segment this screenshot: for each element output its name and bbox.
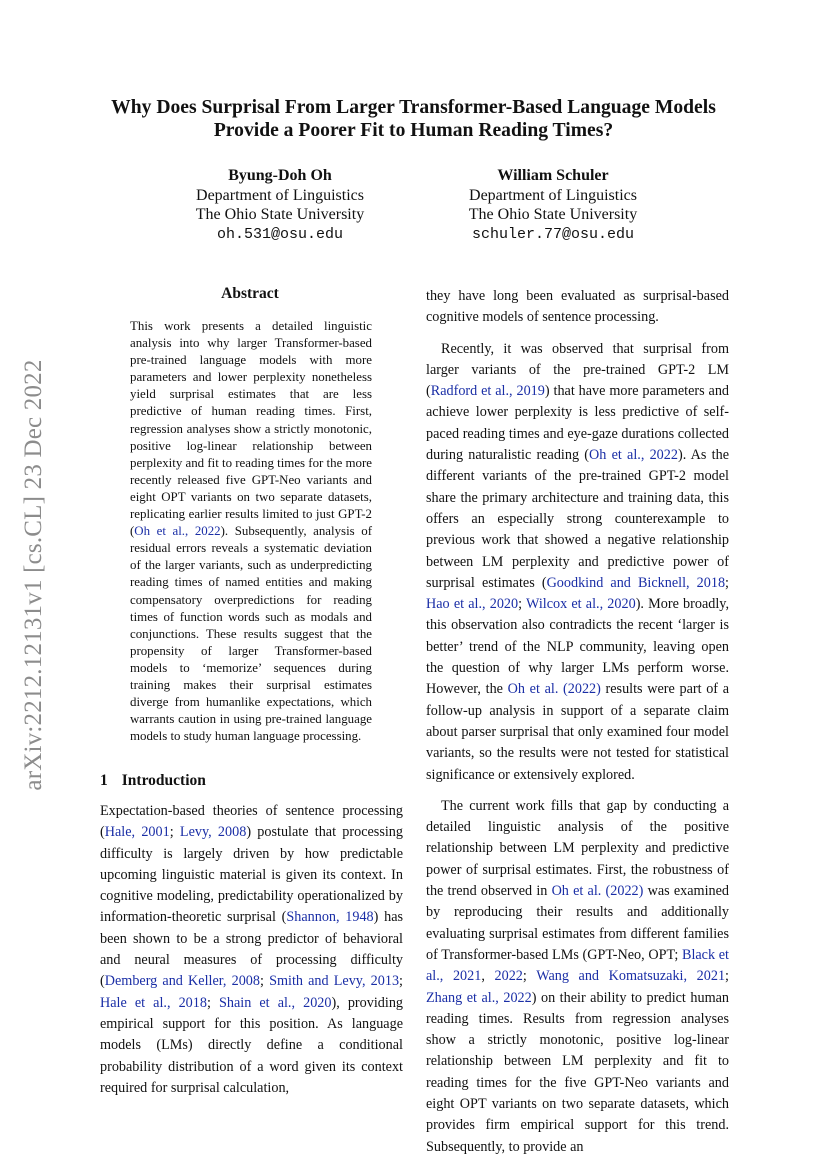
body-text: ), providing empirical support for this position. As language models (LMs) directly define a conditional probability distribution of a word given its context required for surprisal calculation, <box>100 994 404 1096</box>
citation-link[interactable]: Shannon, 1948 <box>286 909 374 926</box>
section-number: 1 <box>100 772 108 789</box>
body-text: results were part of a follow-up analysis in support of a separate claim about parser surprisal that only examined four model variants, so the results were not tested for statistical significance or extensively explored. <box>426 681 729 783</box>
citation-link[interactable]: Demberg and Keller, 2008 <box>104 973 260 990</box>
author-name: William Schuler <box>497 167 609 184</box>
citation-link[interactable]: Black et al., 2021 <box>426 946 729 985</box>
citation-link[interactable]: Oh et al., 2022 <box>134 524 221 539</box>
arxiv-identifier-sidebar <box>16 275 52 875</box>
abstract-paragraph <box>130 318 372 745</box>
author-university: The Ohio State University <box>195 206 365 223</box>
intro-paragraph: they have long been evaluated as surprisal-based cognitive models of sentence processing. <box>426 288 729 326</box>
paper-title <box>80 96 747 142</box>
body-text: Recently, it was observed that surprisal from larger variants of the pre-trained GPT-2 LM ( <box>426 340 729 400</box>
body-text: , <box>481 968 495 985</box>
abstract-text: This work presents a detailed linguistic analysis into why larger Transformer-based pre-trained language models with more parameters and lower perplexity nonetheless yield surprisal estimates that are less predictive of human reading times. First, regression analyses show a strictly monotonic, positive log-linear relationship between perplexity and fit to reading times for the more recently released five GPT-Neo variants and eight OPT variants on two separate datasets, replicating earlier results limited to just GPT-2 ( <box>130 319 372 539</box>
arxiv-identifier: arXiv:2212.12131v1 [cs.CL] 23 Dec 2022 <box>20 359 47 791</box>
citation-link[interactable]: Levy, 2008 <box>179 824 247 841</box>
author-block-1 <box>150 166 410 244</box>
citation-link[interactable]: Hao et al., 2020 <box>426 596 519 613</box>
body-text: Expectation-based theories of sentence processing ( <box>100 803 403 841</box>
body-text: ; <box>169 824 180 841</box>
title-line-1: Why Does Surprisal From Larger Transformer-Based Language Models <box>111 97 716 118</box>
intro-left-column <box>100 801 403 1099</box>
citation-link[interactable]: Shain et al., 2020 <box>218 994 332 1011</box>
citation-link[interactable]: Radford et al., 2019 <box>430 383 545 400</box>
body-text: ; <box>399 973 403 990</box>
author-name: Byung-Doh Oh <box>228 167 332 184</box>
intro-paragraph <box>426 796 729 1158</box>
citation-link[interactable]: Hale, 2001 <box>104 824 170 841</box>
body-text: The current work fills that gap by conducting a detailed linguistic analysis of the positive relationship between LM perplexity and predictive power of surprisal estimates. First, the robustness of the trend observed in <box>426 797 729 900</box>
body-text: ) on their ability to predict human reading times. Results from regression analyses show a strictly monotonic, positive log-linear relationship between LM perplexity and fit to reading times for the five GPT-Neo variants and eight OPT variants on two separate datasets, which provides firm empirical support for this trend. Subsequently, to provide an <box>426 989 729 1155</box>
author-email: schuler.77@osu.edu <box>471 225 635 243</box>
body-text: ; <box>206 994 219 1011</box>
abstract-text: ). Subsequently, analysis of residual errors reveals a systematic deviation of the larger variants, such as underpredicting reading times of named entities and making compensatory overpredictions for reading times of function words such as modals and conjunctions. These results suggest that the propensity of larger Transformer-based models to ‘memorize’ sequences during training makes their surprisal estimates diverge from humanlike expectations, which warrants caution in using pre-trained language models to study human language processing. <box>130 524 372 744</box>
author-email: oh.531@osu.edu <box>216 225 344 243</box>
body-text: ; <box>522 968 537 985</box>
citation-link[interactable]: Wang and Komatsuzaki, 2021 <box>536 968 726 985</box>
body-text: ) that have more parameters and achieve lower perplexity is less predictive of self-paced reading times and eye-gaze durations collected during naturalistic reading ( <box>426 383 730 464</box>
abstract-heading: Abstract <box>221 285 279 302</box>
body-text: ; <box>518 596 526 613</box>
citation-link[interactable]: Oh et al., 2022 <box>589 447 678 464</box>
body-text: ). More broadly, this observation also contradicts the recent ‘larger is better’ trend of the NLP community, leaving open the question of why larger LMs perform worse. However, the <box>426 596 730 698</box>
body-text: ; <box>725 968 729 985</box>
author-block-2 <box>423 166 683 244</box>
section-heading-introduction <box>100 772 206 790</box>
citation-link[interactable]: Oh et al. (2022) <box>507 681 601 698</box>
body-text: was examined by reproducing their results and additionally evaluating surprisal estimates from different families of Transformer-based LMs (GPT-Neo, OPT; <box>426 883 729 963</box>
author-department: Department of Linguistics <box>469 186 637 204</box>
citation-link[interactable]: Oh et al. (2022) <box>551 883 644 900</box>
citation-link[interactable]: Goodkind and Bicknell, 2018 <box>546 574 726 591</box>
author-department: Department of Linguistics <box>196 186 364 204</box>
citation-link[interactable]: Smith and Levy, 2013 <box>269 973 400 990</box>
body-text: ; <box>725 574 729 591</box>
body-text: ) has been shown to be a strong predictor of behavioral and neural measures of processing difficulty ( <box>100 909 404 990</box>
body-text: ) postulate that processing difficulty is largely driven by how predictable upcoming linguistic material is given its context. In cognitive modeling, predictability operationalized by information-theoretic surprisal ( <box>100 824 403 926</box>
citation-link[interactable]: Zhang et al., 2022 <box>426 989 532 1006</box>
body-text: ). As the different variants of the pre-trained GPT-2 model share the primary architecture and training data, this offers an especially strong counterexample to previous work that showed a negative relationship between LM perplexity and predictive power of surprisal estimates ( <box>426 447 729 591</box>
abstract-body <box>130 318 372 745</box>
citation-link[interactable]: Hale et al., 2018 <box>100 994 207 1011</box>
citation-link[interactable]: 2022 <box>494 968 523 985</box>
section-title: Introduction <box>121 772 206 789</box>
intro-paragraph <box>100 801 403 1099</box>
intro-right-column <box>426 286 729 1168</box>
title-line-2: Provide a Poorer Fit to Human Reading Times? <box>213 120 614 141</box>
intro-paragraph <box>426 339 729 786</box>
body-text: ; <box>259 973 270 990</box>
citation-link[interactable]: Wilcox et al., 2020 <box>526 596 636 613</box>
author-university: The Ohio State University <box>468 206 638 223</box>
